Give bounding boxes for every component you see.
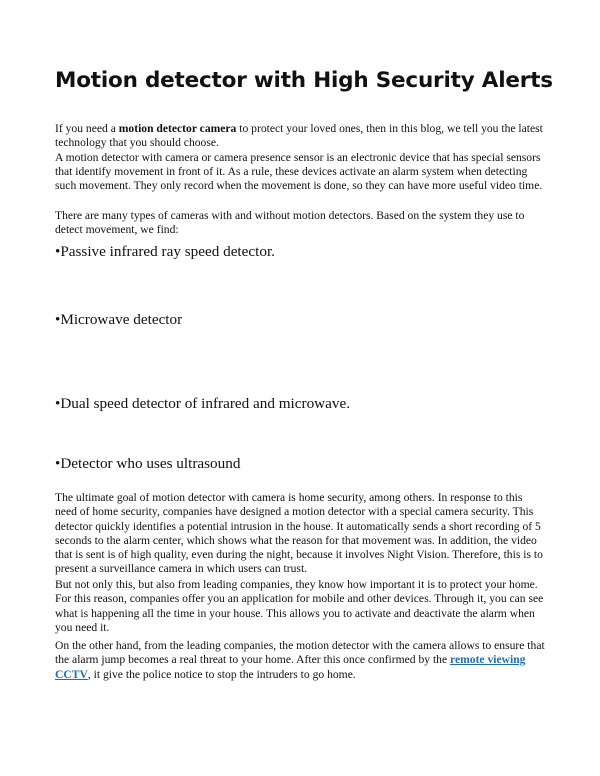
page-title: Motion detector with High Security Alerts (55, 68, 553, 93)
final-lead-text: On the other hand, from the leading companies, the motion detector with the camera allows to ensure that the alarm jump becomes a real threat to your home. After this once confirmed by the (55, 639, 545, 667)
bullet-item: •Passive infrared ray speed detector. (55, 243, 275, 260)
final-rest-text: , it give the police notice to stop the intruders to go home. (87, 667, 356, 681)
bullet-item: •Microwave detector (55, 311, 183, 328)
types-intro-paragraph: There are many types of cameras with and without motion detectors. Based on the system they use to detect movement, we find: (55, 209, 525, 237)
intro-line-1 (55, 122, 545, 151)
intro-bold-keyword: motion detector camera (118, 122, 237, 135)
companies-paragraph: But not only this, but also from leading companies, they know how important it is to protect your home. For this reason, companies offer you an application for mobile and other devices. Through it, you can see what is happening all the time in your house. This allows you to activate and deactivate the alarm when you need it. (55, 578, 544, 634)
bullet-item: •Detector who uses ultrasound (55, 455, 241, 472)
goal-paragraph: The ultimate goal of motion detector with camera is home security, among others. In response to this need of home security, companies have designed a motion detector with a special camera security. This detector quickly identifies a potential intrusion in the house. It automatically sends a short recording of 5 seconds to the alarm center, which shows what the reason for that movement was. In addition, the video that is sent is of high quality, even during the night, because it involves Night Vision. Therefore, this is to present a surveillance camera in which users can trust. (55, 491, 543, 576)
intro-paragraph (55, 122, 545, 193)
bullet-item: •Dual speed detector of infrared and microwave. (55, 395, 351, 412)
intro-rest-text: to protect your loved ones, then in this blog, we tell you the latest technology that you should choose. (55, 122, 543, 150)
remote-viewing-cctv-link[interactable]: remote viewing CCTV (55, 653, 526, 681)
intro-line-2: A motion detector with camera or camera presence sensor is an electronic device that has special sensors that identify movement in front of it. As a rule, these devices activate an alarm system when detecting such movement. They only record when the movement is done, so they can have more useful video time. (55, 150, 543, 193)
intro-lead-text: If you need a (55, 122, 119, 135)
final-paragraph (55, 639, 545, 682)
